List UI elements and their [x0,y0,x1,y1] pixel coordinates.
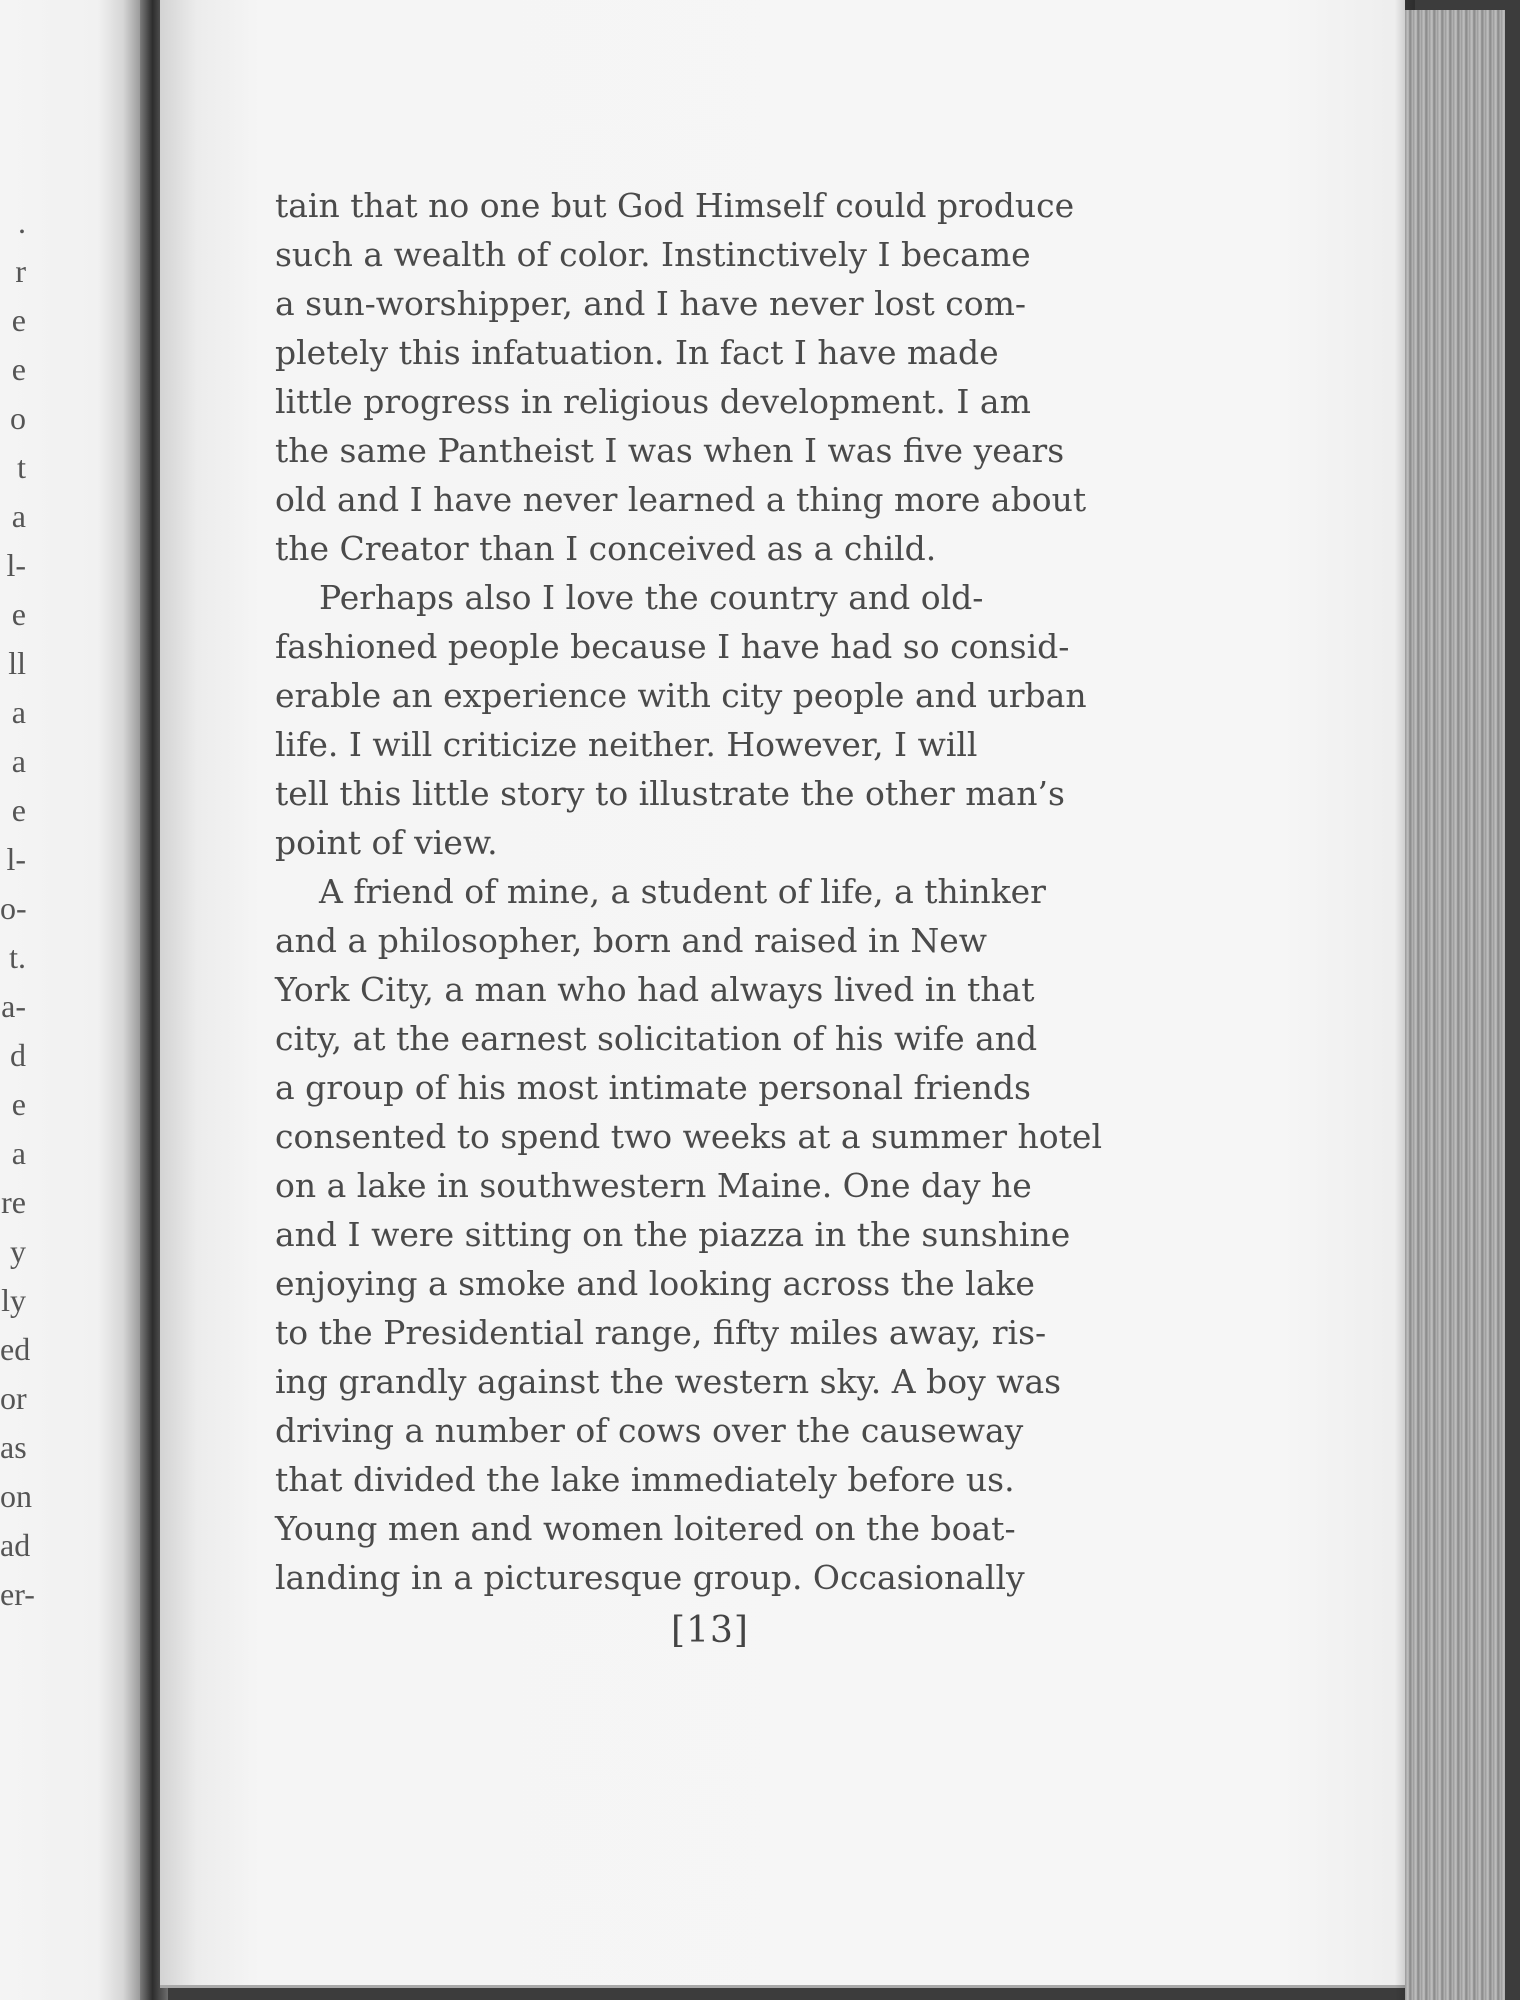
text-line: and I were sitting on the piazza in the sunshine [275,1215,1071,1254]
left-line-ending: e [11,351,26,387]
left-facing-page [0,0,140,2000]
left-line-ending: r [15,253,26,289]
text-line: life. I will criticize neither. However, I will [275,725,978,764]
text-line: enjoying a smoke and looking across the lake [275,1264,1035,1303]
text-line: a sun-worshipper, and I have never lost com- [275,284,1027,323]
text-line: pletely this infatuation. In fact I have made [275,333,999,372]
text-line: tain that no one but God Himself could produce [275,186,1075,225]
text-line: erable an experience with city people and urban [275,676,1087,715]
left-line-ending: . [18,204,26,240]
page-stack-edge [1405,10,1505,2000]
left-line-ending: ed [0,1331,31,1367]
left-line-ending: a [11,1135,26,1171]
left-line-ending: t. [9,939,26,975]
page-number: [13] [671,1610,749,1651]
left-line-ending: e [11,792,26,828]
text-line: fashioned people because I have had so consid- [275,627,1070,666]
left-line-ending: a [11,743,26,779]
left-line-ending: e [11,1086,26,1122]
left-page-line-endings [0,198,35,1619]
text-line: landing in a picturesque group. Occasionally [275,1558,1025,1597]
text-line: ing grandly against the western sky. A boy was [275,1362,1062,1401]
text-line: Young men and women loitered on the boat- [275,1509,1016,1548]
text-line: a group of his most intimate personal friends [275,1068,1031,1107]
text-line: the same Pantheist I was when I was five years [275,431,1065,470]
left-line-ending: ad [0,1527,31,1563]
text-line: consented to spend two weeks at a summer hotel [275,1117,1103,1156]
text-line: York City, a man who had always lived in that [275,970,1035,1009]
left-line-ending: a- [1,988,26,1024]
left-line-ending: e [11,302,26,338]
text-line: and a philosopher, born and raised in New [275,921,987,960]
left-line-ending: o [10,400,26,436]
left-line-ending: on [0,1478,32,1514]
left-line-ending: l- [6,841,26,877]
text-line: the Creator than I conceived as a child. [275,529,937,568]
left-line-ending: a [11,694,26,730]
left-line-ending: o- [0,890,27,926]
text-line: point of view. [275,823,498,862]
left-line-ending: as [0,1429,27,1465]
left-line-ending: or [0,1380,27,1416]
left-line-ending: t [17,449,26,485]
left-line-ending: y [10,1233,26,1269]
left-line-ending: re [1,1184,26,1220]
text-line: little progress in religious development. I am [275,382,1031,421]
text-line: that divided the lake immediately before us. [275,1460,1015,1499]
text-line: city, at the earnest solicitation of his wife and [275,1019,1038,1058]
left-line-ending: ll [8,645,26,681]
text-line: driving a number of cows over the causeway [275,1411,1024,1450]
text-line: old and I have never learned a thing more about [275,480,1087,519]
text-line: tell this little story to illustrate the other man’s [275,774,1065,813]
text-line: on a lake in southwestern Maine. One day he [275,1166,1032,1205]
text-line: such a wealth of color. Instinctively I became [275,235,1031,274]
left-line-ending: er- [0,1576,35,1612]
left-line-ending: a [11,498,26,534]
paragraph-start-line: A friend of mine, a student of life, a thinker [319,872,1046,911]
paragraph-start-line: Perhaps also I love the country and old- [319,578,984,617]
body-text [275,181,1145,1602]
left-line-ending: d [10,1037,26,1073]
text-line: to the Presidential range, fifty miles away, ris- [275,1313,1047,1352]
left-line-ending: ly [1,1282,26,1318]
left-line-ending: l- [6,547,26,583]
left-line-ending: e [11,596,26,632]
